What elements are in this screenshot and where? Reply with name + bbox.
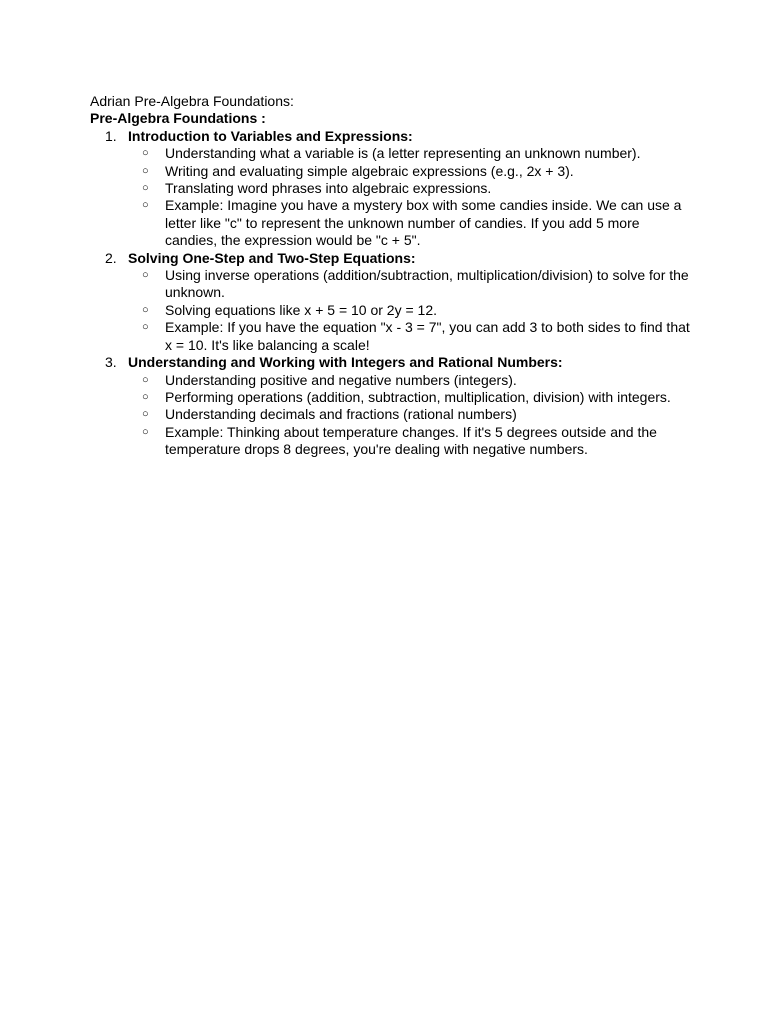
circle-bullet-icon: ○ xyxy=(142,164,149,177)
point-text: Example: Imagine you have a mystery box with some candies inside. We can use a letter like "c" to represent the unknown number of candies. If you add 5 more candies, the expression would be "c + 5". xyxy=(165,197,682,249)
list-item xyxy=(128,302,690,319)
point-text: Writing and evaluating simple algebraic expressions (e.g., 2x + 3). xyxy=(165,162,574,179)
document-heading: Pre-Algebra Foundations : xyxy=(90,110,266,127)
circle-bullet-icon: ○ xyxy=(142,425,149,438)
list-item xyxy=(128,406,690,423)
point-text: Understanding decimals and fractions (rational numbers) xyxy=(165,406,517,423)
point-text: Performing operations (addition, subtraction, multiplication, division) with integers. xyxy=(165,388,671,405)
document-page xyxy=(90,93,690,459)
point-text: Understanding positive and negative numbers (integers). xyxy=(165,371,517,388)
point-text: Solving equations like x + 5 = 10 or 2y = 12. xyxy=(165,301,438,318)
circle-bullet-icon: ○ xyxy=(142,269,149,282)
point-text: Understanding what a variable is (a letter representing an unknown number). xyxy=(165,145,641,162)
point-text: Example: Thinking about temperature changes. If it's 5 degrees outside and the temperature drops 8 degrees, you're dealing with negative numbers. xyxy=(165,423,657,458)
list-item xyxy=(128,319,690,354)
topic-number: 1. xyxy=(105,127,117,144)
topic-title: Understanding and Working with Integers and Rational Numbers: xyxy=(128,354,563,371)
topic-item xyxy=(90,250,690,354)
list-item xyxy=(128,145,690,162)
topic-list xyxy=(90,128,690,459)
circle-bullet-icon: ○ xyxy=(142,390,149,403)
topic-title: Introduction to Variables and Expressions: xyxy=(128,127,413,144)
list-item xyxy=(128,163,690,180)
point-list xyxy=(128,267,690,354)
point-text: Example: If you have the equation "x - 3 = 7", you can add 3 to both sides to find that x = 10. It's like balancing a scale! xyxy=(165,319,690,353)
circle-bullet-icon: ○ xyxy=(142,199,149,212)
list-item xyxy=(128,197,690,249)
topic-item xyxy=(90,354,690,458)
list-item xyxy=(128,180,690,197)
circle-bullet-icon: ○ xyxy=(142,182,149,195)
topic-number: 2. xyxy=(105,249,117,266)
document-title: Adrian Pre-Algebra Foundations: xyxy=(90,93,294,109)
list-item xyxy=(128,424,690,459)
circle-bullet-icon: ○ xyxy=(142,408,149,421)
circle-bullet-icon: ○ xyxy=(142,147,149,160)
circle-bullet-icon: ○ xyxy=(142,373,149,386)
point-text: Using inverse operations (addition/subtraction, multiplication/division) to solve for the unknown. xyxy=(165,267,689,301)
circle-bullet-icon: ○ xyxy=(142,321,149,334)
topic-number: 3. xyxy=(105,354,117,371)
point-list xyxy=(128,145,690,249)
topic-title: Solving One-Step and Two-Step Equations: xyxy=(128,249,416,266)
circle-bullet-icon: ○ xyxy=(142,303,149,316)
list-item xyxy=(128,372,690,389)
point-text: Translating word phrases into algebraic expressions. xyxy=(165,180,492,197)
topic-item xyxy=(90,128,690,250)
point-list xyxy=(128,372,690,459)
list-item xyxy=(128,267,690,302)
list-item xyxy=(128,389,690,406)
